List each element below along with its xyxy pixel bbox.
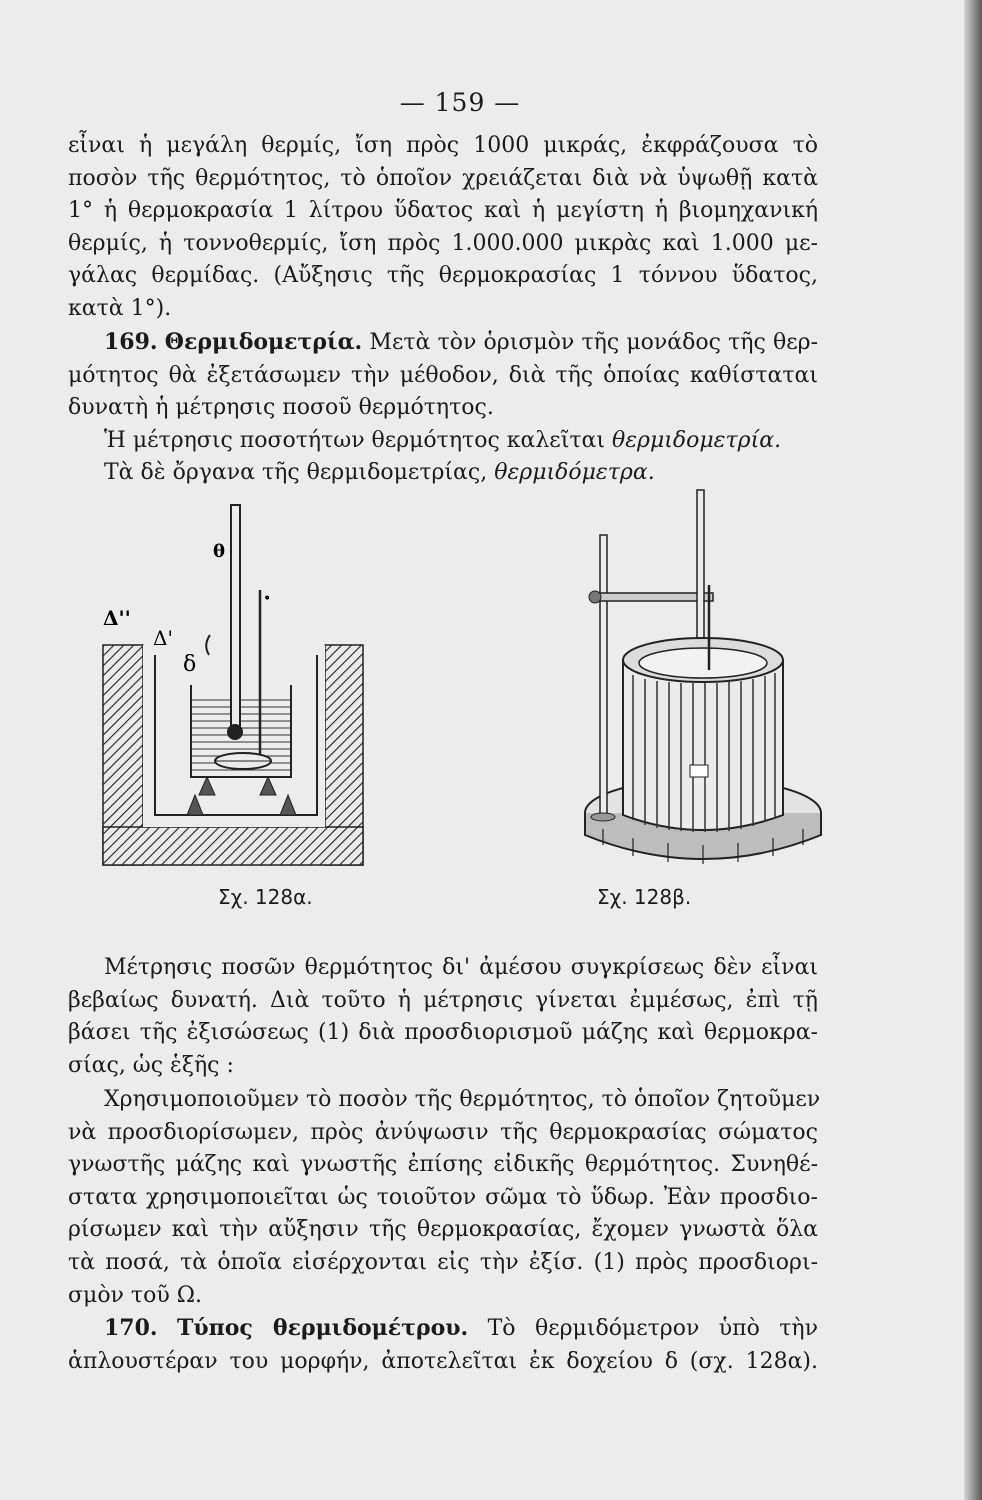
- text-line: βάσει τῆς ἐξισώσεως (1) διὰ προσδιορισμοῦ μάζης καὶ θερμοκρα-: [68, 1020, 818, 1046]
- label-plate: [690, 765, 708, 777]
- section-number: 169.: [104, 329, 158, 355]
- text-line: σίας, ὡς ἑξῆς :: [68, 1052, 234, 1078]
- paragraph-method: [68, 1084, 821, 1312]
- book-spine-shadow: [964, 0, 982, 1500]
- text-line: ἁπλουστέραν του μορφήν, ἀποτελεῖται ἐκ δοχείου δ (σχ. 128α).: [68, 1348, 818, 1374]
- definition-line: [68, 425, 818, 458]
- label-delta: δ: [183, 652, 197, 677]
- thermometer-bulb: [227, 724, 243, 740]
- text-line: κατὰ 1°).: [68, 295, 172, 321]
- text-line: Χρησιμοποιοῦμεν τὸ ποσὸν τῆς θερμότητος, τὸ ὁποῖον ζητοῦμεν: [104, 1087, 821, 1112]
- text-line: γνωστῆς μάζης καὶ γνωστῆς ἐπίσης εἰδικῆς θερμότητος. Συνηθέ-: [68, 1152, 818, 1178]
- text-fragment: Τὰ δὲ ὄργανα τῆς θερμιδομετρίας,: [104, 460, 488, 486]
- clamp-screw: [589, 591, 601, 603]
- text-line: Μέτρησις ποσῶν θερμότητος δι' ἀμέσου συγκρίσεως δὲν εἶναι: [104, 955, 818, 980]
- thermometer: [231, 505, 240, 730]
- text-line: θερμίς, ἡ τοννοθερμίς, ἴση πρὸς 1.000.000 μικρὰς καὶ 1.000 με-: [68, 230, 818, 256]
- text-line: γάλας θερμίδας. (Αὔξησις τῆς θερμοκρασίας 1 τόννου ὕδατος,: [68, 263, 818, 289]
- label-delta-prime: Δ': [153, 626, 173, 650]
- text-line: μότητος θὰ ἐξετάσωμεν τὴν μέθοδον, διὰ τῆς ὁποίας καθίσταται: [68, 362, 818, 388]
- section-169-first-line: [68, 326, 818, 360]
- defined-term: θερμιδομετρία.: [611, 427, 782, 453]
- text-fragment: Τὸ θερμιδόμετρον ὑπὸ τὴν: [487, 1316, 818, 1341]
- paragraph-heat-units: [68, 130, 818, 326]
- section-number: 170.: [104, 1315, 158, 1341]
- page-number: — 159 —: [399, 88, 521, 117]
- section-170-first-line: [68, 1312, 818, 1346]
- text-fragment: Μετὰ τὸν ὁρισμὸν τῆς μονάδος τῆς θερ-: [369, 330, 818, 355]
- outer-wall-bottom: [103, 827, 363, 865]
- text-line: βεβαίως δυνατή. Διὰ τοῦτο ἡ μέτρησις γίνεται ἐμμέσως, ἐπὶ τῇ: [68, 987, 818, 1013]
- figure-128b-caption: Σχ. 128β.: [597, 885, 692, 909]
- stand-rod: [600, 535, 607, 815]
- label-delta-double-prime: Δ'': [103, 606, 131, 630]
- section-heading: Θερμιδομετρία.: [164, 329, 363, 355]
- label-stirrer-mark: •: [263, 591, 272, 607]
- clamp-arm: [593, 593, 713, 601]
- figure-128a-caption: Σχ. 128α.: [218, 885, 313, 909]
- text-line: στατα χρησιμοποιεῖται ὡς τοιοῦτον σῶμα τὸ ὕδωρ. Ἐὰν προσδιο-: [68, 1184, 818, 1210]
- text-fragment: Ἡ μέτρησις ποσοτήτων θερμότητος καλεῖται: [104, 427, 605, 453]
- section-heading: Τύπος θερμιδομέτρου.: [177, 1315, 469, 1341]
- text-line: τὰ ποσά, τὰ ὁποῖα εἰσέρχονται εἰς τὴν ἐξίσ. (1) πρὸς προσδιορι-: [68, 1249, 818, 1275]
- text-line: εἶναι ἡ μεγάλη θερμίς, ἴση πρὸς 1000 μικράς, ἐκφράζουσα τὸ: [68, 133, 818, 158]
- section-170: [68, 1312, 818, 1378]
- text-line: ποσὸν τῆς θερμότητος, τὸ ὁποῖον χρειάζεται διὰ νὰ ὑψωθῇ κατὰ: [68, 165, 818, 191]
- defined-term: θερμιδόμετρα.: [494, 460, 655, 486]
- figure-128a-diagram: [95, 495, 365, 875]
- outer-cylinder: [623, 660, 783, 830]
- figure-128b-diagram: [573, 485, 823, 880]
- paragraph-indirect-measurement: [68, 952, 818, 1082]
- text-line: 1° ἡ θερμοκρασία 1 λίτρου ὕδατος καὶ ἡ μεγίστη ἡ βιομηχανική: [68, 198, 818, 224]
- text-line: ρίσωμεν καὶ τὴν αὔξησιν τῆς θερμοκρασίας, ἔχομεν γνωστὰ ὅλα: [68, 1217, 818, 1243]
- section-169: [68, 326, 818, 490]
- text-line: νὰ προσδιορίσωμεν, πρὸς ἀνύψωσιν τῆς θερμοκρασίας σώματος: [68, 1119, 818, 1145]
- text-line: δυνατὴ ἡ μέτρησις ποσοῦ θερμότητος.: [68, 395, 494, 421]
- label-theta: θ: [213, 541, 226, 562]
- text-line: σμὸν τοῦ Ω.: [68, 1282, 202, 1308]
